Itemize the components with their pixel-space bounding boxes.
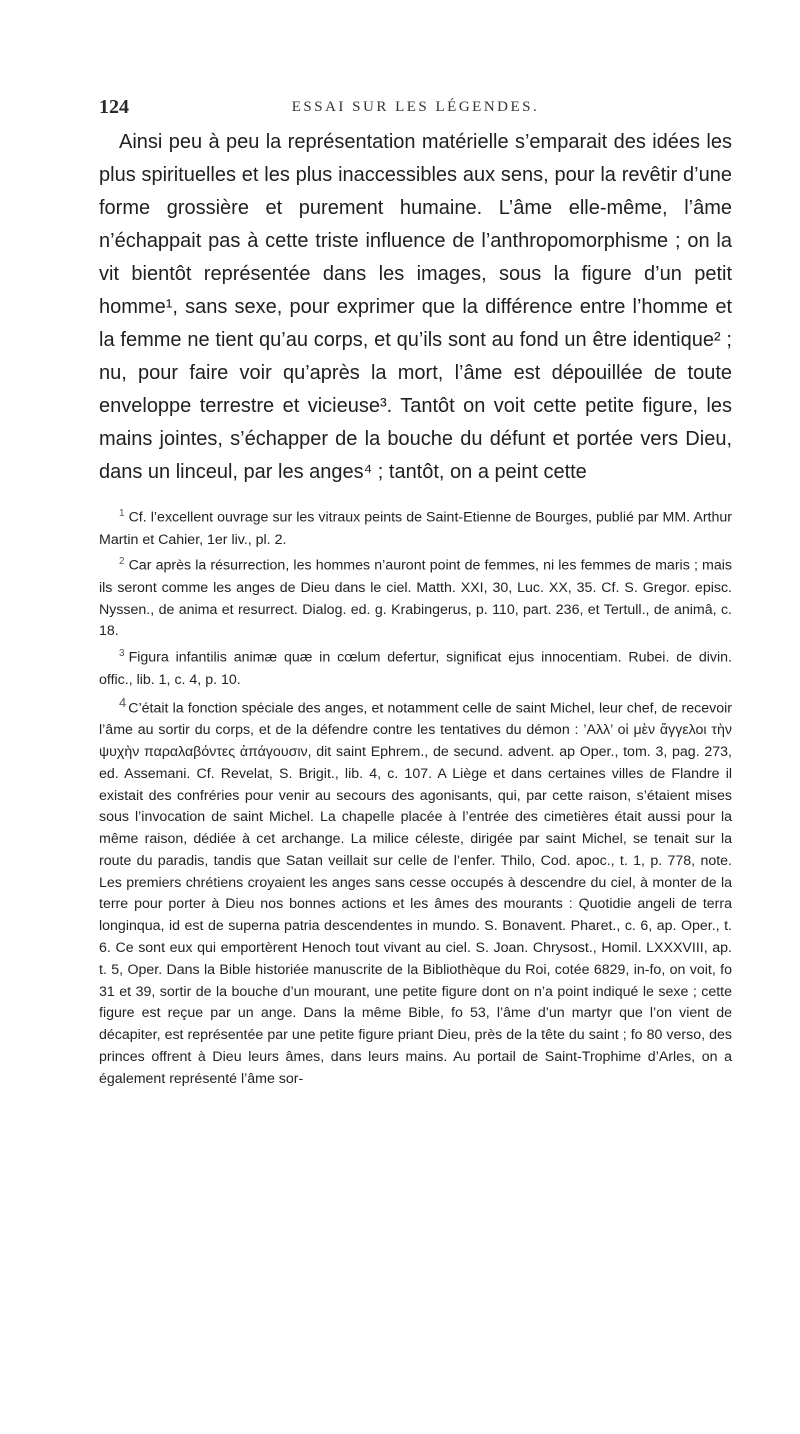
footnotes: [99, 503, 732, 1091]
footnote-1: [99, 503, 732, 551]
footnote-4: [99, 692, 732, 1091]
footnote-1-text: Cf. l’excellent ouvrage sur les vitraux peints de Saint-Etienne de Bourges, publié par MM. Arthur Martin et Cahier, 1er liv., pl. 2.: [99, 509, 732, 548]
footnote-2-text: Car après la résurrection, les hommes n’auront point de femmes, ni les femmes de maris ; mais ils seront comme les anges de Dieu dans le ciel. Matth. XXI, 30, Luc. XX, 35. Cf. S. Gregor. episc. Nyssen., de anima et resurrect. Dialog. ed. g. Krabingerus, p. 110, part. 236, et Tertull., de animâ, c. 18.: [99, 558, 732, 640]
footnote-2: [99, 551, 732, 643]
page-header: [99, 96, 732, 126]
footnote-1-mark: 1: [119, 508, 125, 519]
footnote-4-mark: 4: [119, 694, 127, 710]
page-number: 124: [99, 96, 129, 118]
footnote-3-text: Figura infantilis animæ quæ in cœlum defertur, significat ejus innocentiam. Rubei. de divin. offic., lib. 1, c. 4, p. 10.: [99, 649, 732, 688]
running-title: ESSAI SUR LES LÉGENDES.: [291, 99, 540, 115]
footnote-3: [99, 643, 732, 691]
footnote-4-text: C’était la fonction spéciale des anges, et notamment celle de saint Michel, leur chef, de recevoir l’âme au sortir du corps, et de la défendre contre les tentatives du démon : ’Αλλ’ οἱ μὲν ἄγγελοι τὴν ψυχὴν παραλαβόντες ἀπάγουσιν, dit saint Ephrem., de secund. advent. ap Oper., tom. 3, pag. 273, ed. Assemani. Cf. Revelat, S. Brigit., lib. 4, c. 107. A Liège et dans certaines villes de Flandre il existait des confréries pour venir au secours des agonisants, qui, par cette raison, s’étaient mises sous l’invocation de saint Michel. La chapelle placée à l’entrée des cimetières était aussi pour la même raison, dédiée à cet archange. La milice céleste, dirigée par saint Michel, se tenait sur la route du paradis, tandis que Satan veillait sur celle de l’enfer. Thilo, Cod. apoc., t. 1, p. 778, note. Les premiers chrétiens croyaient les anges sans cesse occupés à descendre du ciel, à monter de la terre pour porter à Dieu nos bonnes actions et les âmes des mourants : Quotidie angeli de terra longinqua, id est de superna patria descendentes in mundo. S. Bonavent. Pharet., c. 6, ap. Oper., t. 6. Ce sont eux qui emportèrent Henoch tout vivant au ciel. S. Joan. Chrysost., Homil. LXXXVIII, ap. t. 5, Oper. Dans la Bible historiée manuscrite de la Bibliothèque du Roi, cotée 6829, in-fo, on voit, fo 31 et 39, sortir de la bouche d’un mourant, une petite figure dont on n’a point indiqué le sexe ; cette figure est reçue par un ange. Dans la même Bible, fo 53, l’âme d’un martyr que l’on vient de décapiter, est représentée par une petite figure priant Dieu, près de la tête du saint ; fo 80 verso, des princes offrent à Dieu leurs âmes, dans leurs mains. Au portail de Saint-Trophime d’Arles, on a également représenté l’âme sor-: [99, 700, 732, 1087]
footnote-2-mark: 2: [119, 556, 125, 568]
footnote-3-mark: 3: [119, 648, 125, 660]
main-paragraph: Ainsi peu à peu la représentation matérielle s’emparait des idées les plus spirituelles et les plus inaccessibles aux sens, pour la revêtir d’une forme grossière et purement humaine. L’âme elle-même, l’âme n’échappait pas à cette triste influence de l’anthropomorphisme ; on la vit bientôt représentée dans les images, sous la figure d’un petit homme¹, sans sexe, pour exprimer que la différence entre l’homme et la femme ne tient qu’au corps, et qu’ils sont au fond un être identique² ; nu, pour faire voir qu’après la mort, l’âme est dépouillée de toute enveloppe terrestre et vicieuse³. Tantôt on voit cette petite figure, les mains jointes, s’échapper de la bouche du défunt et portée vers Dieu, dans un linceul, par les anges⁴ ; tantôt, on a peint cette: [99, 131, 732, 483]
